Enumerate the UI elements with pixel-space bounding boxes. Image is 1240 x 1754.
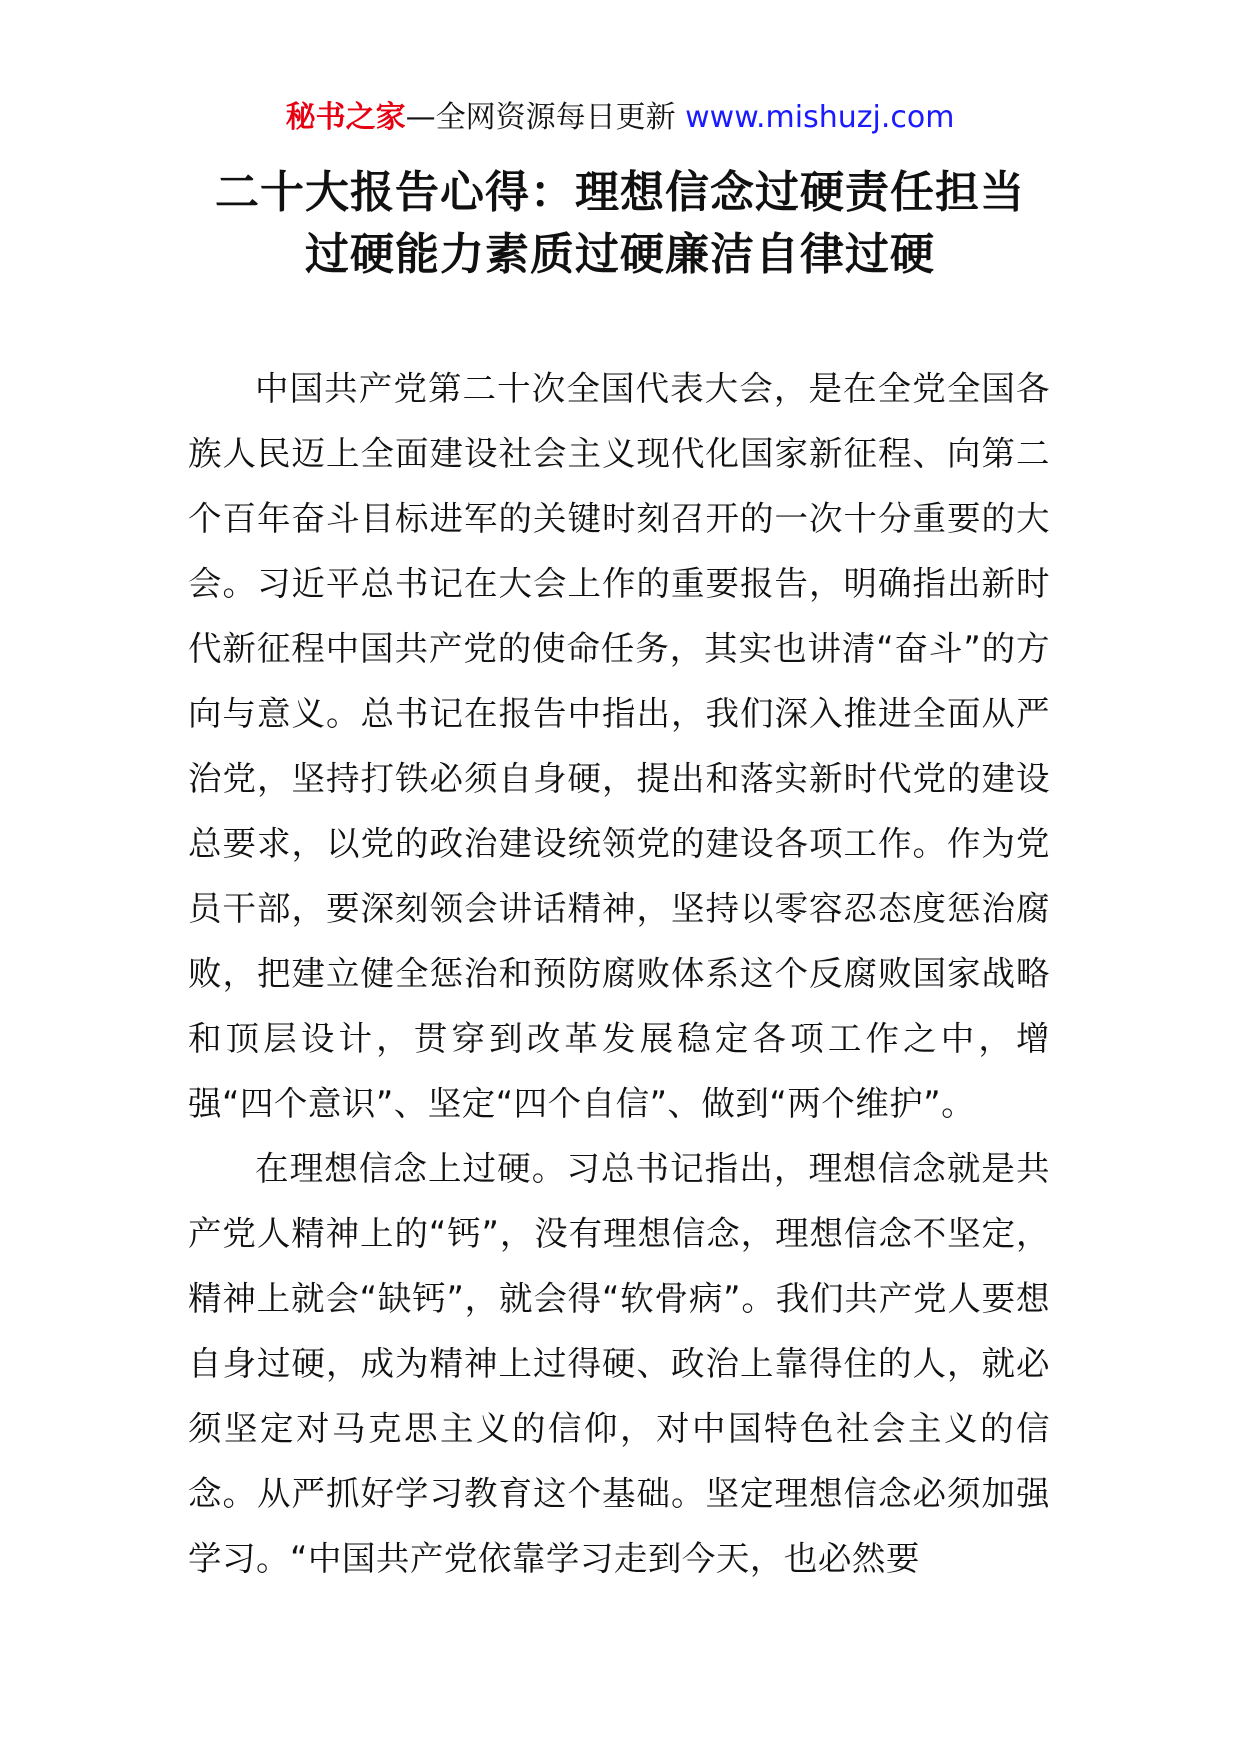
document-title xyxy=(140,162,1100,286)
title-line-2: 过硬能力素质过硬廉洁自律过硬 xyxy=(305,229,935,280)
site-brand: 秘书之家 xyxy=(285,100,406,135)
site-tagline: —全网资源每日更新 xyxy=(405,100,686,135)
body-paragraph-2: 在理想信念上过硬。习总书记指出，理想信念就是共产党人精神上的“钙”，没有理想信念，理想信念不坚定，精神上就会“缺钙”，就会得“软骨病”。我们共产党人要想自身过硬，成为精神上过得硬、政治上靠得住的人，就必须坚定对马克思主义的信仰，对中国特色社会主义的信念。从严抓好学习教育这个基础。坚定理想信念必须加强学习。“中国共产党依靠学习走到今天，也必然要 xyxy=(188,1149,1050,1578)
document-body xyxy=(188,356,1050,1591)
body-paragraph-1: 中国共产党第二十次全国代表大会，是在全党全国各族人民迈上全面建设社会主义现代化国家新征程、向第二个百年奋斗目标进军的关键时刻召开的一次十分重要的大会。习近平总书记在大会上作的重要报告，明确指出新时代新征程中国共产党的使命任务，其实也讲清“奋斗”的方向与意义。总书记在报告中指出，我们深入推进全面从严治党，坚持打铁必须自身硬，提出和落实新时代党的建设总要求，以党的政治建设统领党的建设各项工作。作为党员干部，要深刻领会讲话精神，坚持以零容忍态度惩治腐败，把建立健全惩治和预防腐败体系这个反腐败国家战略和顶层设计，贯穿到改革发展稳定各项工作之中，增强“四个意识”、坚定“四个自信”、做到“两个维护”。 xyxy=(188,369,1050,1123)
site-url-link[interactable]: www.mishuzj.com xyxy=(685,100,955,135)
site-header xyxy=(0,98,1240,138)
title-line-1: 二十大报告心得：理想信念过硬责任担当 xyxy=(215,167,1025,218)
